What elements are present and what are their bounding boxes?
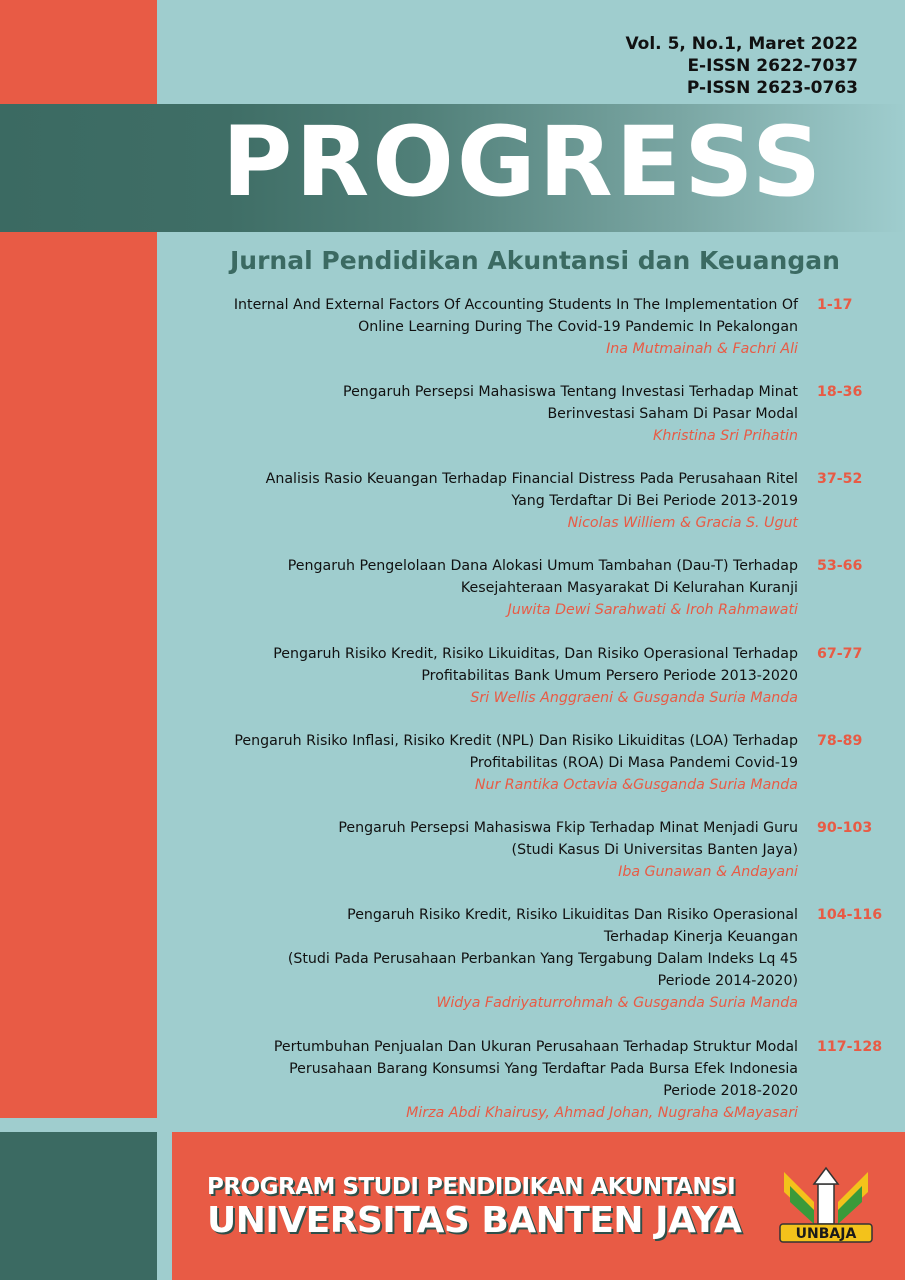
article-entry (170, 904, 900, 1014)
article-title-line: (Studi Pada Perusahaan Perbankan Yang Tergabung Dalam Indeks Lq 45 (287, 951, 798, 967)
article-authors: Ina Mutmainah & Fachri Ali (606, 341, 798, 357)
logo-text: UNBAJA (795, 1226, 857, 1242)
article-pages: 18-36 (817, 384, 863, 400)
article-title-line: Periode 2018-2020 (663, 1083, 798, 1099)
article-authors: Widya Fadriyaturrohmah & Gusganda Suria Manda (436, 995, 798, 1011)
program-name: PROGRAM STUDI PENDIDIKAN AKUNTANSI (207, 1174, 736, 1200)
article-pages: 117-128 (817, 1039, 883, 1055)
journal-subtitle: Jurnal Pendidikan Akuntansi dan Keuangan (230, 246, 840, 275)
article-title-line: Pengaruh Persepsi Mahasiswa Fkip Terhadap Minat Menjadi Guru (338, 820, 798, 836)
journal-title: PROGRESS (222, 106, 825, 218)
article-pages: 104-116 (817, 907, 883, 923)
article-pages: 53-66 (817, 558, 863, 574)
footer-left-block (0, 1132, 157, 1280)
article-title-line: Pengaruh Risiko Inflasi, Risiko Kredit (NPL) Dan Risiko Likuiditas (LOA) Terhadap (234, 733, 798, 749)
article-authors: Iba Gunawan & Andayani (618, 864, 798, 880)
article-title-line: Perusahaan Barang Konsumsi Yang Terdaftar Pada Bursa Efek Indonesia (289, 1061, 798, 1077)
article-pages: 78-89 (817, 733, 863, 749)
article-title-line: Internal And External Factors Of Accounting Students In The Implementation Of (233, 297, 798, 313)
article-authors: Juwita Dewi Sarahwati & Iroh Rahmawati (507, 602, 798, 618)
article-entry (170, 730, 900, 796)
article-title-line: Pengaruh Persepsi Mahasiswa Tentang Investasi Terhadap Minat (343, 384, 798, 400)
article-entry (170, 468, 900, 534)
article-entry (170, 381, 900, 447)
article-authors: Nur Rantika Octavia &Gusganda Suria Manda (474, 777, 798, 793)
article-authors: Mirza Abdi Khairusy, Ahmad Johan, Nugraha &Mayasari (406, 1105, 798, 1121)
article-title-line: Kesejahteraan Masyarakat Di Kelurahan Kuranji (460, 580, 798, 596)
article-title-line: Profitabilitas Bank Umum Persero Periode 2013-2020 (421, 668, 798, 684)
article-pages: 1-17 (817, 297, 853, 313)
article-pages: 67-77 (817, 646, 863, 662)
article-entry (170, 555, 900, 621)
eissn-label: E-ISSN 2622-7037 (687, 56, 858, 76)
article-entry (170, 643, 900, 709)
article-title-line: Analisis Rasio Keuangan Terhadap Financial Distress Pada Perusahaan Ritel (265, 471, 798, 487)
article-title-line: Online Learning During The Covid-19 Pandemic In Pekalongan (358, 319, 798, 335)
volume-label: Vol. 5, No.1, Maret 2022 (625, 34, 858, 54)
article-title-line: Terhadap Kinerja Keuangan (603, 929, 798, 945)
article-authors: Sri Wellis Anggraeni & Gusganda Suria Manda (470, 690, 798, 706)
pissn-label: P-ISSN 2623-0763 (686, 78, 858, 98)
article-title-line: Profitabilitas (ROA) Di Masa Pandemi Covid-19 (469, 755, 798, 771)
university-name: UNIVERSITAS BANTEN JAYA (207, 1200, 742, 1241)
article-pages: 37-52 (817, 471, 863, 487)
article-pages: 90-103 (817, 820, 873, 836)
unbaja-logo (770, 1158, 882, 1244)
article-title-line: (Studi Kasus Di Universitas Banten Jaya) (511, 842, 798, 858)
article-title-line: Periode 2014-2020) (657, 973, 798, 989)
article-title-line: Pengaruh Risiko Kredit, Risiko Likuiditas, Dan Risiko Operasional Terhadap (273, 646, 798, 662)
article-authors: Khristina Sri Prihatin (653, 428, 798, 444)
article-title-line: Pengaruh Pengelolaan Dana Alokasi Umum Tambahan (Dau-T) Terhadap (287, 558, 798, 574)
issue-meta (625, 33, 858, 99)
logo-roof-icon (814, 1168, 838, 1184)
article-authors: Nicolas Williem & Gracia S. Ugut (567, 515, 798, 531)
article-entry (170, 294, 900, 360)
article-title-line: Pengaruh Risiko Kredit, Risiko Likuiditas Dan Risiko Operasional (347, 907, 798, 923)
article-title-line: Berinvestasi Saham Di Pasar Modal (547, 406, 798, 422)
article-entry (170, 1036, 900, 1124)
article-title-line: Pertumbuhan Penjualan Dan Ukuran Perusahaan Terhadap Struktur Modal (273, 1039, 798, 1055)
logo-tower-icon (818, 1184, 834, 1224)
article-entry (170, 817, 900, 883)
article-title-line: Yang Terdaftar Di Bei Periode 2013-2019 (511, 493, 798, 509)
